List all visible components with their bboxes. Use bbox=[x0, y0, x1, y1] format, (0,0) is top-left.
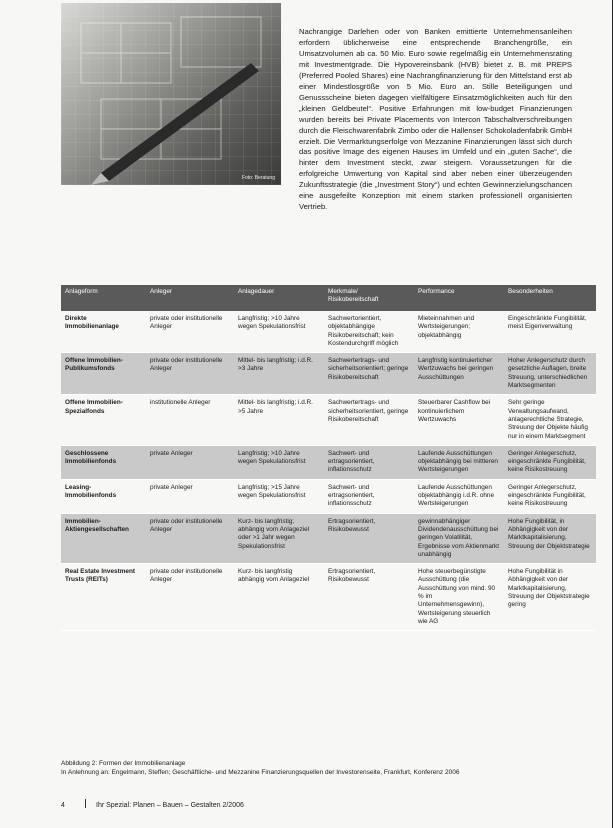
table-row bbox=[61, 353, 596, 395]
caption-source: In Anlehnung an: Engelmann, Steffen; Geschäftliche- und Mezzanine Finanzierungsquellen der Investorenseite, Frankfurt, Konferenz 2006 bbox=[61, 768, 460, 776]
cell-merkmale: Sachwert- und ertragsorientiert, inflationsschutz bbox=[324, 479, 414, 513]
cell-performance: Steuerbarer Cashflow bei kontinuierlichem Wertzuwachs bbox=[414, 395, 504, 445]
cell-anleger: private Anleger bbox=[146, 479, 234, 513]
caption-title: Abbildung 2: Formen der Immobilienanlage bbox=[61, 760, 186, 767]
cell-besonderheiten: Geringer Anlegerschutz, eingeschränkte Fungibilität, keine Risikostreuung bbox=[504, 479, 596, 513]
table-header-row bbox=[61, 285, 596, 311]
header-besonderheiten: Besonderheiten bbox=[504, 285, 596, 311]
cell-anlageform: Geschlossene Immobilienfonds bbox=[61, 445, 146, 479]
page-number: 4 bbox=[61, 802, 65, 809]
cell-merkmale: Ertragsorientiert, Risikobewusst bbox=[324, 564, 414, 631]
cell-anleger: private oder institutionelle Anleger bbox=[146, 311, 234, 353]
cell-anlageform: Direkte Immobilienanlage bbox=[61, 311, 146, 353]
investment-forms-table bbox=[61, 285, 596, 631]
cell-anlagedauer: Mittel- bis langfristig; i.d.R. >3 Jahre bbox=[234, 353, 324, 395]
cell-anleger: private oder institutionelle Anleger bbox=[146, 353, 234, 395]
cell-anlagedauer: Langfristig; >10 Jahre wegen Spekulationsfrist bbox=[234, 311, 324, 353]
page-footer bbox=[61, 799, 601, 809]
cell-besonderheiten: Hohe Fungibilität, in Abhängigkeit von der Marktkapitalisierung, Streuung der Objektstrategie bbox=[504, 513, 596, 563]
cell-anlageform: Offene Immobilien-Spezialfonds bbox=[61, 395, 146, 445]
table-row bbox=[61, 311, 596, 353]
header-anlageform: Anlageform bbox=[61, 285, 146, 311]
table-row bbox=[61, 564, 596, 631]
cell-performance: Hohe steuerbegünstigte Ausschüttung (die Ausschüttung von mind. 90 % im Unternehmensgewinn), Wertsteigerung steuerlich wie AG bbox=[414, 564, 504, 631]
header-anlagedauer: Anlagedauer bbox=[234, 285, 324, 311]
publication-title: Ihr Spezial: Planen – Bauen – Gestalten 2/2006 bbox=[96, 802, 244, 809]
cell-performance: Langfristig kontinuierlicher Wertzuwachs bei geringen Ausschüttungen bbox=[414, 353, 504, 395]
cell-anlagedauer: Mittel- bis langfristig; i.d.R. >5 Jahre bbox=[234, 395, 324, 445]
intro-paragraph: Nachrangige Darlehen oder von Banken emittierte Unternehmensanleihen erfordern üblicherweise eine entsprechende Branchengröße, ein Umsatzvolumen ab ca. 50 Mio. Euro sowie regelmäßig ein Unternehmensrating mit Investmentgrade. Die Hypovereinsbank (HVB) bietet z. B. mit PREPS (Preferred Pooled Shares) eine Nachrangfinanzierung für den Mittelstand erst ab einer Mindestlosgröße von 5 Mio. Euro an. Stille Beteiligungen und Genussscheine bieten dagegen vielfältigere Einsatzmöglichkeiten auch für den „kleinen Geldbeutel“. Positive Erfahrungen mit low-budget Finanzierungen wurden bereits bei Private Placements von Intercon Tabschaltverschreibungen durch die Fleischwarenfabrik Zimbo oder die Hallenser Schokoladenfabrik GmbH erzielt. Die Vermarktungserfolge von Mezzanine Finanzierungen lässt sich durch das positive Image des eigenen Hauses im Umfeld und ein „guten Sache“, die hinter dem Investment steckt, zwar steigern. Voraussetzungen für die erfolgreiche Umwertung von Kapital sind aber neben einer überzeugenden Zukunftsstrategie (die „Investment Story“) und echten Gewinnerzielungschancen eine ausgefeilte Konzeption mit einem starken professionell organisierten Vertrieb. bbox=[299, 27, 572, 212]
table-row bbox=[61, 513, 596, 563]
cell-besonderheiten: Sehr geringe Verwaltungsaufwand, anlagerechtliche Strategie, Streuung der Objekte häufig nur in einem Marktsegment bbox=[504, 395, 596, 445]
pen-icon bbox=[91, 63, 259, 185]
cell-anlagedauer: Langfristig; >15 Jahre wegen Spekulationsfrist bbox=[234, 479, 324, 513]
cell-merkmale: Sachwertertrags- und sicherheitsorientiert; geringe Risikobereitschaft bbox=[324, 353, 414, 395]
blueprint-photo bbox=[61, 3, 281, 185]
cell-merkmale: Sachwertorientiert, objektabhängige Risikobereitschaft; kein Kostendurchgriff möglich bbox=[324, 311, 414, 353]
table-row bbox=[61, 479, 596, 513]
cell-besonderheiten: Eingeschränkte Fungibilität, meist Eigenverwaltung bbox=[504, 311, 596, 353]
footer-divider bbox=[85, 799, 86, 808]
cell-besonderheiten: Hoher Anlegerschutz durch gesetzliche Auflagen, breite Streuung, unterschiedlichen Marktsegmenten bbox=[504, 353, 596, 395]
cell-performance: Laufende Ausschüttungen objektabhängig i.d.R. ohne Wertsteigerungen bbox=[414, 479, 504, 513]
table-row bbox=[61, 395, 596, 445]
cell-anlagedauer: Kurz- bis langfristig; abhängig vom Anlageziel oder >1 Jahr wegen Spekulationsfrist bbox=[234, 513, 324, 563]
header-performance: Performance bbox=[414, 285, 504, 311]
cell-anlagedauer: Kurz- bis langfristig abhängig vom Anlageziel bbox=[234, 564, 324, 631]
cell-anleger: institutionelle Anleger bbox=[146, 395, 234, 445]
cell-anlageform: Leasing-Immobilienfonds bbox=[61, 479, 146, 513]
cell-performance: Laufende Ausschüttungen objektabhängig bei mittleren Wertsteigerungen bbox=[414, 445, 504, 479]
cell-besonderheiten: Hohe Fungibilität in Abhängigkeit von der Marktkapitalisierung, Streuung der Objektstrategie gering bbox=[504, 564, 596, 631]
cell-anlageform: Real Estate Investment Trusts (REITs) bbox=[61, 564, 146, 631]
table-row bbox=[61, 445, 596, 479]
cell-anleger: private Anleger bbox=[146, 445, 234, 479]
cell-anlageform: Immobilien-Aktiengesellschaften bbox=[61, 513, 146, 563]
cell-merkmale: Sachwertertrags- und sicherheitsorientiert, geringe Risikobereitschaft bbox=[324, 395, 414, 445]
blueprint-drawing bbox=[61, 3, 281, 185]
cell-anleger: private oder institutionelle Anleger bbox=[146, 513, 234, 563]
header-anleger: Anleger bbox=[146, 285, 234, 311]
photo-credit: Foto: Beratung bbox=[241, 175, 275, 181]
cell-performance: Mieteinnahmen und Wertsteigerungen; objektabhängig bbox=[414, 311, 504, 353]
cell-besonderheiten: Geringer Anlegerschutz, eingeschränkte Fungibilität, keine Risikostreuung bbox=[504, 445, 596, 479]
header-merkmale: Merkmale/ Risikobereitschaft bbox=[324, 285, 414, 311]
cell-performance: gewinnabhängiger Dividendenausschüttung bei geringen Volatilität, Ergebnisse vom Aktienmarkt unabhängig bbox=[414, 513, 504, 563]
cell-anlagedauer: Langfristig; >10 Jahre wegen Spekulationsfrist bbox=[234, 445, 324, 479]
cell-merkmale: Ertragsorientiert, Risikobewusst bbox=[324, 513, 414, 563]
cell-merkmale: Sachwert- und ertragsorientiert, inflationsschutz bbox=[324, 445, 414, 479]
figure-caption bbox=[61, 760, 601, 777]
cell-anleger: private oder institutionelle Anleger bbox=[146, 564, 234, 631]
cell-anlageform: Offene Immobilien-Publikumsfonds bbox=[61, 353, 146, 395]
